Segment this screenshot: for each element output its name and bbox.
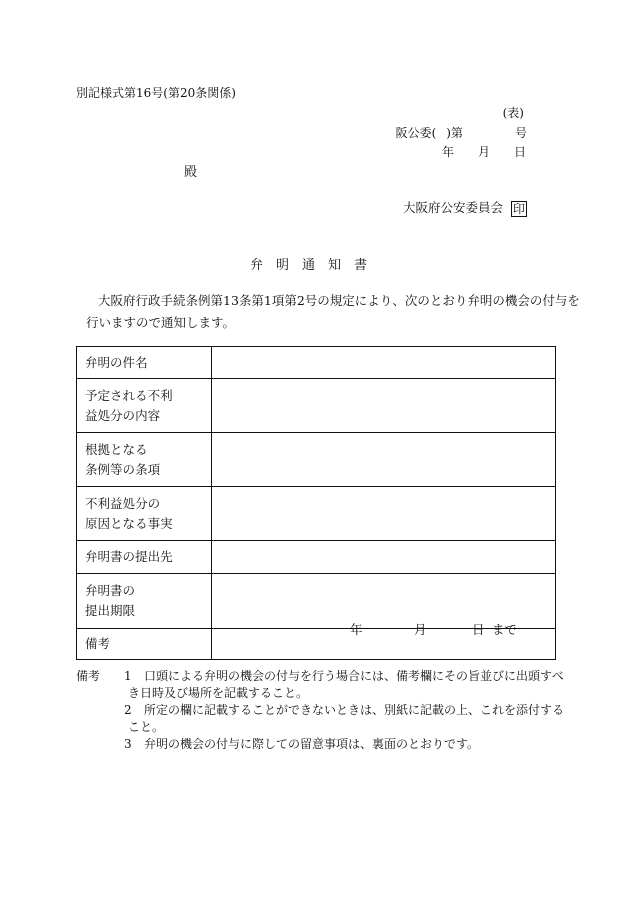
value-subject[interactable]	[212, 347, 556, 379]
doc-prefix: 阪公委(	[395, 126, 437, 140]
note-text: 所定の欄に記載することができないときは、別紙に記載の上、これを添付する	[144, 703, 565, 717]
note-continuation: こと。	[128, 720, 165, 734]
value-legal-basis[interactable]	[212, 433, 556, 487]
date-month: 月	[477, 145, 490, 159]
form-label: 別記様式第16号(第20条関係)	[76, 86, 236, 100]
label-text: 弁明書の	[85, 583, 136, 598]
document-number	[396, 124, 527, 141]
deadline-until: まで	[492, 622, 518, 637]
value-cause-facts[interactable]	[212, 487, 556, 541]
body-text	[86, 290, 580, 334]
value-planned-disposition[interactable]	[212, 379, 556, 433]
note-item	[124, 702, 564, 736]
body-line-1: 大阪府行政手続条例第13条第1項第2号の規定により、次のとおり弁明の機会の付与を	[98, 293, 580, 308]
label-text: 原因となる事実	[85, 515, 173, 531]
label-text: 予定される不利	[85, 387, 173, 403]
deadline-day: 日	[472, 622, 485, 637]
label-text: 条例等の条項	[85, 461, 161, 477]
note-number: 3	[124, 737, 132, 751]
issue-date	[442, 143, 526, 160]
value-submission-destination[interactable]	[212, 541, 556, 574]
label-deadline	[77, 574, 212, 629]
table-row-legal-basis	[77, 433, 556, 487]
label-planned-disposition	[77, 379, 212, 433]
table-row-cause-facts	[77, 487, 556, 541]
note-text: 口頭による弁明の機会の付与を行う場合には、備考欄にその旨並びに出頭すべ	[144, 669, 564, 683]
seal-mark: 印	[512, 201, 525, 216]
doc-mid: )第	[446, 126, 463, 140]
label-text: 弁明の件名	[85, 354, 148, 370]
label-remarks	[77, 629, 212, 660]
notes-section	[76, 668, 565, 758]
deadline-month: 月	[414, 622, 427, 637]
doc-suffix: 号	[514, 126, 527, 140]
document-title: 弁明通知書	[249, 258, 380, 273]
label-legal-basis	[77, 433, 212, 487]
note-continuation: き日時及び場所を記載すること。	[128, 686, 309, 700]
table-row-planned-disposition	[77, 379, 556, 433]
date-day: 日	[513, 145, 526, 159]
label-text: 不利益処分の	[85, 495, 161, 511]
addressee-suffix: 殿	[184, 165, 198, 180]
note-number: 2	[124, 703, 132, 717]
label-cause-facts	[77, 487, 212, 541]
label-text: 備考	[85, 636, 111, 651]
label-subject	[77, 347, 212, 379]
side-indicator: (表)	[502, 106, 524, 120]
note-item	[124, 668, 564, 702]
note-item	[124, 736, 479, 753]
table-row-submission-destination	[77, 541, 556, 574]
notes-heading: 備考	[76, 669, 101, 683]
deadline-year: 年	[350, 622, 363, 637]
table-row-subject	[77, 347, 556, 379]
label-text: 益処分の内容	[85, 407, 161, 423]
issuer-name: 大阪府公安委員会	[402, 200, 503, 215]
note-number: 1	[124, 669, 132, 683]
table-row-deadline	[77, 574, 556, 629]
label-text: 提出期限	[85, 603, 136, 618]
date-year: 年	[441, 145, 454, 159]
label-text: 弁明書の提出先	[85, 549, 173, 564]
label-submission-destination	[77, 541, 212, 574]
notice-table	[76, 346, 556, 660]
body-line-2: 行いますので通知します。	[86, 315, 236, 330]
label-text: 根拠となる	[85, 441, 148, 457]
value-deadline[interactable]	[212, 574, 556, 637]
note-text: 弁明の機会の付与に際しての留意事項は、裏面のとおりです。	[144, 737, 480, 751]
issuer	[403, 198, 527, 217]
